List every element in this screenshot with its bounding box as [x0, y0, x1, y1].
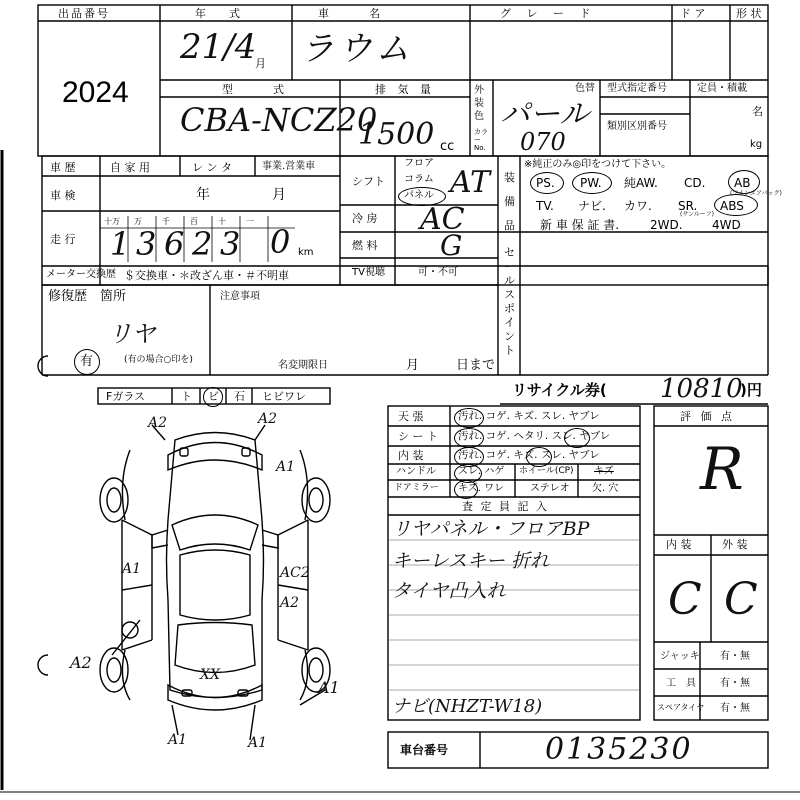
mark-a2-right-lower: A2	[280, 595, 300, 611]
recycle-label: リサイクル券(	[512, 381, 607, 399]
mileage-digit-6: 0	[270, 223, 291, 261]
equip-pw: PW.	[580, 176, 602, 190]
pw-circle	[572, 172, 612, 194]
mark-a2-top-right: A2	[258, 411, 278, 427]
interior-label: 内 装	[398, 449, 424, 462]
exterior-color-label: 外装色	[474, 85, 484, 122]
equip-ps: PS.	[536, 176, 555, 190]
wheel-value: キズ	[594, 466, 614, 477]
shift-value: AT	[450, 165, 491, 200]
jack-value: 有・無	[720, 651, 750, 662]
chassis-label: 車台番号	[400, 743, 449, 757]
inspector-line-3: タイヤ凸入れ	[392, 580, 506, 602]
jack-label: ジャッキ	[660, 651, 700, 662]
mark-a2-top-left: A2	[148, 415, 168, 431]
cc-unit: cc	[440, 139, 455, 154]
equip-cd: CD.	[684, 176, 706, 190]
equipment-label: 装備品	[504, 171, 515, 232]
type-designation-label: 型式指定番号	[607, 83, 667, 94]
recycle-value: 10810	[660, 374, 743, 404]
inspection-year-unit: 年	[196, 187, 210, 203]
stereo-label: ステレオ	[530, 483, 570, 494]
name-change-month: 月	[406, 358, 420, 373]
repair-location: リヤ	[108, 320, 156, 348]
glass-crack: ヒビワレ	[262, 390, 306, 403]
glass-bi: ビ	[208, 390, 219, 403]
ceiling-label: 天 張	[398, 410, 424, 423]
digit-unit-10k: 万	[134, 217, 142, 226]
equip-sr-sub: (サンルーフ)	[680, 211, 714, 218]
glass-to: ト	[181, 390, 192, 403]
handle-label: ハンドル	[396, 466, 436, 477]
equip-leather: カワ.	[624, 199, 652, 213]
mark-a1-bottom-left: A1	[168, 732, 188, 748]
recycle-unit: )円	[740, 381, 762, 399]
interior-score-label: 内 装	[666, 538, 692, 551]
tv-label: TV視聴	[352, 267, 385, 278]
digit-unit-1k: 千	[162, 217, 170, 226]
inspector-label: 査 定 員 記 入	[462, 500, 549, 513]
chassis-value: 0135230	[545, 732, 693, 767]
handle-values: スレ. ハゲ	[458, 466, 505, 477]
meter-options: ＄交換車・＊改ざん車・＃不明車	[124, 269, 289, 282]
glass-stone: 石	[234, 390, 245, 403]
inspection-month-unit: 月	[272, 187, 286, 203]
mileage-digit-3: 6	[164, 225, 185, 263]
inspector-line-2: キーレスキー 折れ	[392, 550, 550, 572]
history-commercial: 事業.営業車	[262, 161, 316, 172]
doors-label: ド ア	[680, 7, 706, 20]
exterior-score-value: C	[724, 574, 758, 625]
seat-label: シ ー ト	[398, 430, 438, 443]
fuel-value: G	[440, 229, 463, 262]
ac-label: 冷 房	[352, 212, 378, 225]
grade-label: グ レ ー ド	[500, 7, 597, 20]
ac-value: AC	[420, 202, 465, 237]
weight-unit: kg	[750, 139, 763, 150]
displacement-value: 1500	[358, 117, 435, 152]
equip-ab: AB	[734, 176, 751, 190]
history-rental: レ ン タ	[192, 161, 232, 174]
inspection-label: 車 検	[50, 189, 76, 202]
class-label: 類別区別番号	[607, 121, 667, 132]
lot-label: 出品番号	[58, 7, 110, 20]
history-label: 車 歴	[50, 161, 76, 174]
exterior-score-label: 外 装	[722, 538, 748, 551]
equip-sr: SR.	[678, 199, 698, 213]
interior-values: 汚れ. コゲ. キズ. スレ. ヤブレ	[458, 449, 600, 461]
repair-presence: 有	[80, 354, 94, 369]
mark-a1-right-upper: A1	[276, 459, 296, 475]
equip-2wd: 2WD.	[650, 218, 683, 232]
glass-bi-circle	[203, 387, 223, 407]
ab-circle	[728, 170, 760, 194]
mileage-digit-4: 2	[192, 225, 213, 263]
color-replace-label: 色替	[575, 83, 595, 94]
lot-number: 2024	[62, 76, 129, 109]
interior-score-value: C	[668, 574, 702, 625]
mark-a1-left-mid: A1	[122, 561, 142, 577]
mark-xx: XX	[200, 667, 220, 683]
shift-floor: フロア	[404, 158, 434, 169]
ceiling-values: 汚れ. コゲ. キズ. スレ. ヤブレ	[458, 410, 600, 422]
equip-4wd: 4WD	[712, 218, 741, 232]
seat-values: 汚れ. コゲ. ヘタリ. スレ. ヤブレ	[458, 430, 611, 442]
name-change-day: 日まで	[456, 358, 496, 373]
mirror-label: ドアミラー	[394, 483, 439, 493]
score-label: 評 価 点	[680, 410, 735, 423]
repair-presence-circle	[74, 349, 100, 375]
inspector-navi-line: ナビ(NHZT-W18)	[392, 696, 543, 717]
mirror-scratch-circle	[454, 480, 478, 499]
glass-front: Fガラス	[106, 390, 145, 403]
seat-scuff-circle	[564, 428, 590, 448]
digit-unit-10: 十	[218, 217, 226, 226]
mileage-digit-5: 3	[220, 225, 241, 263]
equip-ab-sub: (ツインエアバッグ)	[730, 190, 782, 197]
wheel-label: ホイール(CP)	[519, 466, 574, 476]
digit-unit-100k: 十万	[104, 217, 120, 226]
equip-navi: ナビ.	[578, 199, 606, 213]
spare-tire-value: 有・無	[720, 703, 750, 714]
color-no-label: カラーNo.	[474, 128, 488, 152]
equip-abs: ABS	[720, 199, 744, 213]
ps-circle	[530, 172, 564, 194]
km-unit: km	[298, 247, 314, 258]
capacity-label: 定員・積載	[697, 83, 747, 94]
mirror-values: キズ. ワレ	[458, 483, 505, 494]
repair-label: 修復歴 箇所	[48, 289, 127, 304]
digit-unit-100: 百	[190, 217, 198, 226]
shift-column: コラム	[404, 174, 434, 185]
shift-label: シフト	[352, 175, 385, 188]
mark-a1-bottom-center: A1	[248, 735, 268, 751]
displacement-label: 排 気 量	[375, 83, 435, 96]
color-no-value: 070	[520, 128, 566, 156]
year-value: 21/4	[180, 27, 257, 67]
tv-value: 可・不可	[418, 267, 458, 278]
equipment-note: ※純正のみ◎印をつけて下さい。	[524, 159, 672, 170]
repair-presence-note: (有の場合○印を)	[124, 355, 193, 365]
name-change-label: 名変期限日	[278, 360, 328, 371]
body-shape-label: 形 状	[736, 7, 762, 20]
tools-label: 工 具	[666, 678, 696, 689]
equip-tv: TV.	[536, 199, 554, 213]
digit-unit-1: 一	[246, 217, 254, 226]
inspector-line-1: リヤパネル・フロアBP	[392, 518, 590, 540]
stereo-value: 欠. 穴	[592, 483, 619, 494]
model-label: 型 式	[222, 83, 290, 96]
year-label: 年 式	[195, 7, 246, 20]
history-private: 自 家 用	[110, 161, 150, 174]
seat-dirt-circle	[454, 428, 484, 448]
color-value: パール	[500, 97, 590, 132]
notes-label: 注意事項	[220, 291, 260, 302]
capacity-unit: 名	[752, 105, 763, 118]
mileage-label: 走 行	[50, 233, 76, 246]
spare-tire-label: スペアタイヤ	[657, 703, 705, 712]
car-name-value: ラウム	[300, 29, 414, 69]
year-month-unit: 月	[255, 57, 266, 70]
mark-a1-bottom-right: A1	[318, 678, 340, 697]
ceiling-dirt-circle	[454, 408, 484, 428]
sales-point-label: セールスポイント	[504, 246, 515, 357]
score-value: R	[700, 435, 744, 503]
model-value: CBA-NCZ20	[180, 101, 378, 139]
interior-scratch-circle	[526, 447, 552, 467]
mark-a2-left-outside: A2	[70, 653, 92, 672]
equip-warranty: 新 車 保 証 書.	[540, 218, 620, 232]
car-name-label: 車 名	[318, 7, 386, 20]
shift-panel: パネル	[404, 190, 434, 201]
abs-circle	[714, 194, 758, 216]
meter-label: メーター交換歴	[46, 269, 116, 280]
fuel-label: 燃 料	[352, 239, 378, 252]
mileage-digit-2: 3	[136, 225, 157, 263]
equip-aw: 純AW.	[624, 176, 658, 190]
mileage-digit-1: 1	[110, 225, 131, 263]
tools-value: 有・無	[720, 678, 750, 689]
mark-ac2-right: AC2	[280, 565, 310, 581]
